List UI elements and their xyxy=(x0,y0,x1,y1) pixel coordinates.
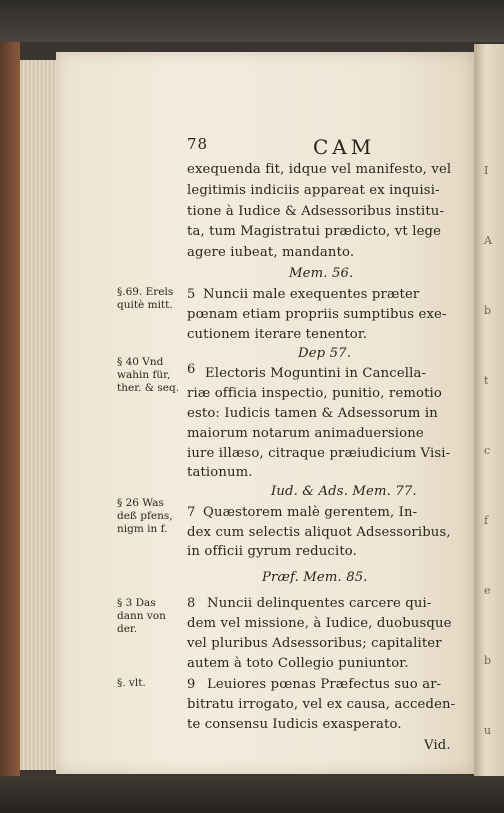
text-line: in officii gyrum reducito. xyxy=(187,544,357,559)
facing-fragment: u xyxy=(484,724,492,737)
paragraph-number: 7 xyxy=(187,505,196,520)
paragraph-number: 9 xyxy=(187,677,196,692)
background-bottom xyxy=(0,776,504,813)
section-heading: Dep 57. xyxy=(298,346,352,361)
text-line: dem vel missione, à Iudice, duobusque xyxy=(187,616,452,631)
running-title: CAM xyxy=(313,135,376,159)
text-line: agere iubeat, mandanto. xyxy=(187,245,355,260)
facing-fragment: I xyxy=(484,164,489,177)
facing-fragment: t xyxy=(484,374,489,387)
margin-note: § 3 Das xyxy=(117,597,156,609)
facing-fragment: f xyxy=(484,514,489,527)
section-heading: Præf. Mem. 85. xyxy=(262,570,368,585)
margin-note: §. vlt. xyxy=(117,677,146,689)
paragraph-number: 8 xyxy=(187,596,196,611)
paragraph-number: 6 xyxy=(187,362,196,377)
text-line: tationum. xyxy=(187,465,253,480)
margin-note: ther. & seq. xyxy=(117,382,180,394)
text-line: vel pluribus Adsessoribus; capitaliter xyxy=(187,636,442,651)
text-line: ta, tum Magistratui prædicto, vt lege xyxy=(187,224,442,239)
facing-fragment: b xyxy=(484,304,492,317)
text-line: Nuncii delinquentes carcere qui- xyxy=(207,596,432,611)
margin-note: §.69. Erels xyxy=(117,286,174,298)
facing-fragment: b xyxy=(484,654,492,667)
facing-page-edge xyxy=(474,44,504,776)
margin-note: nigm in f. xyxy=(117,523,168,535)
text-line: Leuiores pœnas Præfectus suo ar- xyxy=(207,677,442,692)
margin-note: wahin für, xyxy=(117,369,171,381)
page-number: 78 xyxy=(187,135,209,153)
text-line: exequenda fit, idque vel manifesto, vel xyxy=(187,162,452,177)
margin-note: dann von xyxy=(117,610,166,622)
facing-fragment: e xyxy=(484,584,491,597)
facing-fragment: A xyxy=(484,234,492,247)
text-line: pœnam etiam propriis sumptibus exe- xyxy=(187,307,447,322)
text-line: Nuncii male exequentes præter xyxy=(203,287,420,302)
margin-note: deß pfens, xyxy=(117,510,173,522)
text-line: maiorum notarum animaduersione xyxy=(187,426,424,441)
margin-note: § 26 Was xyxy=(117,497,164,509)
text-line: Electoris Moguntini in Cancella- xyxy=(205,366,427,381)
text-line: esto: Iudicis tamen & Adsessorum in xyxy=(187,406,438,421)
background-top xyxy=(0,0,504,42)
text-line: riæ officia inspectio, punitio, remotio xyxy=(187,386,442,401)
text-line: Quæstorem malè gerentem, In- xyxy=(203,505,418,520)
text-line: autem à toto Collegio puniuntor. xyxy=(187,656,409,671)
text-line: tione à Iudice & Adsessoribus institu- xyxy=(187,204,445,219)
facing-fragment: c xyxy=(484,444,491,457)
text-line: te consensu Iudicis exasperato. xyxy=(187,717,402,732)
text-line: cutionem iterare tenentor. xyxy=(187,327,368,342)
section-heading: Iud. & Ads. Mem. 77. xyxy=(271,484,417,499)
page-stack-edge xyxy=(20,60,59,770)
text-line: dex cum selectis aliquot Adsessoribus, xyxy=(187,525,451,540)
book-cover-edge xyxy=(0,42,20,776)
paragraph-number: 5 xyxy=(187,287,196,302)
text-line: bitratu irrogato, vel ex causa, acceden- xyxy=(187,697,456,712)
margin-note: der. xyxy=(117,623,138,635)
margin-note: quitè mitt. xyxy=(117,299,173,311)
catchword: Vid. xyxy=(424,738,451,753)
section-heading: Mem. 56. xyxy=(289,266,354,281)
text-line: iure illæso, citraque præiudicium Visi- xyxy=(187,446,451,461)
text-line: legitimis indiciis appareat ex inquisi- xyxy=(187,183,440,198)
margin-note: § 40 Vnd xyxy=(117,356,164,368)
